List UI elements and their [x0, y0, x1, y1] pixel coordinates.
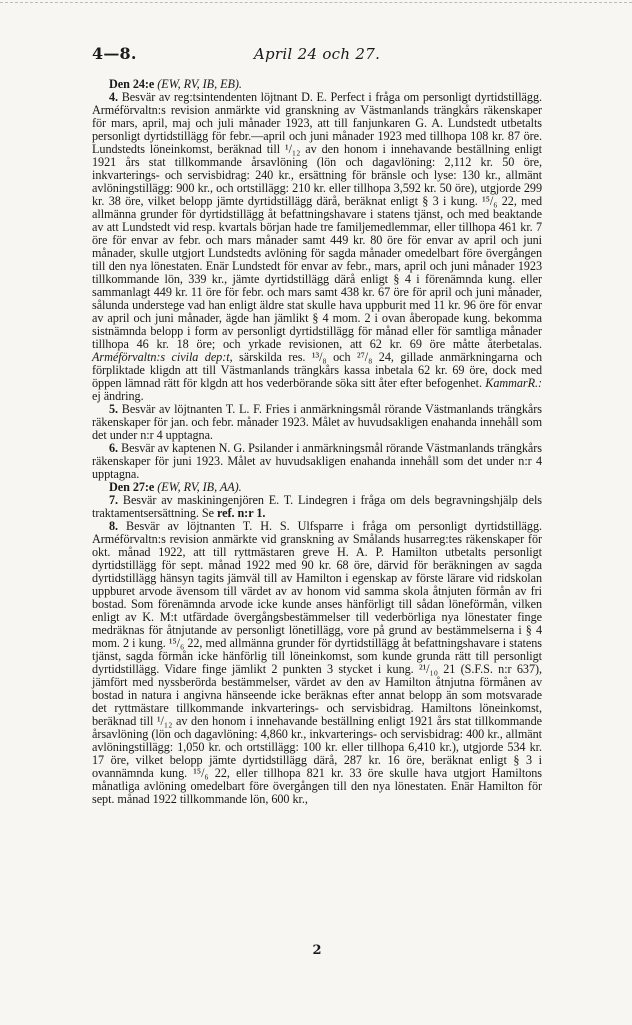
list-item	[92, 442, 542, 481]
list-item	[92, 91, 542, 403]
session-date: Den 27:e	[109, 480, 155, 494]
item-text: ej ändring.	[92, 389, 144, 403]
reference-link: ref. n:r 1.	[216, 506, 266, 520]
item-emphasis: Arméförvaltn:s civila dep:t,	[92, 350, 233, 364]
page-id: 4—8.	[92, 44, 137, 63]
body-text	[92, 78, 542, 806]
item-text: Besvär av reg:tsintendenten löjtnant D. E. Perfect i fråga om personligt dyrtidstillägg. Arméförvaltn:s revision anmärkte vid granskning av Västmanlands trängkårs räkenskaper för mars, april, maj och juli månader 1923, att till fanjunkaren G. A. Lundstedt utbetalts personligt dyrtidstillägg för febr.—april och juni månader 1923 med tillhopa 108 kr. 87 öre. Lundstedts löneinkomst, beräknad till ¹/₁₂ av den honom i innehavande beställning enligt 1921 års stat tillkommande årsavlöning (lön och dagavlöning: 2,112 kr. 50 öre, inkvarterings- och servisbidrag: 240 kr., ersättning för bränsle och lyse: 130 kr., allmänt avlöningstillägg: 900 kr., och ortstillägg: 210 kr. eller tillhopa 3,592 kr. 50 öre), utgjorde 299 kr. 38 öre, vilket belopp jämte dyrtidstillägg därå, beräknat enligt § 3 i kung. ¹⁵/₆ 22, med allmänna grunder för dyrtidstillägg åt befattningshavare i statens tjänst, och med beaktande av att Lundstedt vid resp. kvartals början hade tre familjemedlemmar, eller tillhopa 461 kr. 7 öre för envar av febr. och mars månader samt 449 kr. 80 öre för envar av april och juni månader, skulle utgjort Lundstedts avlöning för sagda månader omedelbart före övergången till den nya lönestaten. Enär Lundstedt för envar av febr., mars, april och juni månader 1923 tillkommande lön, 339 kr., jämte dyrtidstillägg därå enligt § 4 i förenämnda kung. eller sammanlagt 449 kr. 11 öre för febr. och mars samt 438 kr. 67 öre för april och juni månader, sålunda understege vad han enligt äldre stat skulle hava uppburit med 11 kr. 96 öre för envar av april och juni månader, ägde han jämlikt § 4 mom. 2 i ovan åberopade kung. bekomma sistnämnda belopp i form av personligt dyrtidstillägg för månad eller för samtliga månader tillhopa 46 kr. 18 öre; och yrkade revisionen, att 62 kr. 69 öre måtte återbetalas.	[92, 90, 542, 351]
page-header	[92, 44, 542, 66]
page-number: 2	[312, 943, 322, 958]
item-number: 4.	[109, 90, 119, 104]
item-number: 8.	[109, 519, 119, 533]
item-text: särskilda res. ¹³/₈ och ²⁷/₈ 24, gillade anmärkningarna och förpliktade kligdn att till Västmanlands trängkårs kassa inbetala 62 kr. 69 öre, dock med öppen lämnad rätt för klgdn att hos vederbörande söka sitt åter efter befogenhet.	[92, 350, 542, 390]
list-item	[92, 520, 542, 806]
session-date: Den 24:e	[109, 77, 155, 91]
session-parties: (EW, RV, IB, AA).	[157, 480, 242, 494]
list-item	[92, 494, 542, 520]
item-number: 6.	[109, 441, 119, 455]
top-divider	[0, 2, 632, 3]
list-item	[92, 403, 542, 442]
running-head: April 24 och 27.	[253, 45, 381, 63]
item-emphasis: KammarR.:	[485, 376, 542, 390]
item-number: 5.	[109, 402, 119, 416]
item-text: Besvär av maskiningenjören E. T. Lindegren i fråga om dels begravningshjälp dels traktamentsersättning. Se	[92, 493, 543, 520]
item-text: Besvär av kaptenen N. G. Psilander i anmärkningsmål rörande Västmanlands trängkårs räkenskaper för juni 1923. Målet av huvudsakligen enahanda innehåll som det under n:r 4 upptagna.	[92, 441, 542, 481]
item-number: 7.	[109, 493, 119, 507]
item-text: Besvär av löjtnanten T. H. S. Ulfsparre i fråga om personligt dyrtidstillägg. Arméförvaltn:s revision anmärkte vid granskning av Smålands husarreg:tes räkenskaper för okt. månad 1922, att till ryttmästaren greve H. A. P. Hamilton utbetalts personligt dyrtidstillägg för sept. månad 1922 med 90 kr. 68 öre, därvid för beräkningen av sagda dyrtidstillägg hänsyn tagits jämväl till av Hamilton i egenskap av förste lärare vid ridskolan uppburet arvode ävensom till värdet av av honom vid samma skola åtnjuten förmån av fri bostad. Som förenämnda arvode icke kunde anses hänförligt till sådan löneförmån, vilken enligt av K. M:t utfärdade övergångsbestämmelser till vederbörliga nya lönestater finge medräknas för åtnjutande av personligt lönetillägg, vore på grund av bestämmelserna i § 4 mom. 2 i kung. ¹⁵/₆ 22, med allmänna grunder för dyrtidstillägg åt befattningshavare i statens tjänst, sagda förmån icke hänförlig till löneinkomst, som kunde grunda rätt till personligt dyrtidstillägg. Vidare finge jämlikt 2 punkten 3 stycket i kung. ²¹/₁₀ 21 (S.F.S. n:r 637), jämfört med nyssberörda bestämmelser, värdet av den av Hamilton åtnjutna förmånen av bostad in natura i angivna hänseende icke beräknas efter annat belopp än som motsvarade det ryttmästare tillkommande inkvarterings- och servisbidrag. Hamiltons löneinkomst, beräknad till ¹/₁₂ av den honom i innehavande beställning enligt 1921 års stat tillkommande årsavlöning (lön och dagavlöning: 4,860 kr., inkvarterings- och servisbidrag: 400 kr., allmänt avlöningstillägg: 1,050 kr. och ortstillägg: 100 kr. eller tillhopa 6,410 kr.), utgjorde 534 kr. 17 öre, vilket belopp jämte dyrtidstillägg därå, 287 kr. 16 öre, beräknat enligt § 3 i ovannämnda kung. ¹⁵/₆ 22, eller tillhopa 821 kr. 33 öre skulle hava utgjort Hamiltons månatliga avlöning omedelbart före övergången till den nya lönestaten. Enär Hamilton för sept. månad 1922 tillkommande lön, 600 kr.,	[92, 519, 542, 806]
item-text: Besvär av löjtnanten T. L. F. Fries i anmärkningsmål rörande Västmanlands trängkårs räkenskaper för jan. och febr. månader 1923. Målet av huvudsakligen enahanda innehåll som det under n:r 4 upptagna.	[92, 402, 542, 442]
session-parties: (EW, RV, IB, EB).	[157, 77, 242, 91]
